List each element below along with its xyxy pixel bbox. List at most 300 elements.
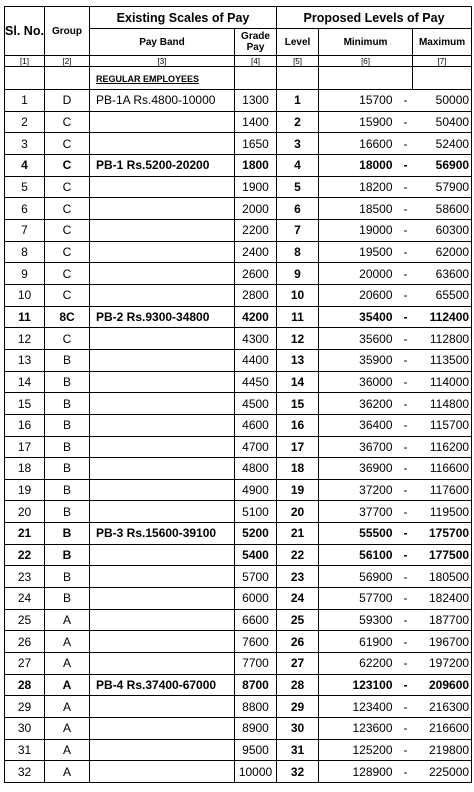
col-number: [6] <box>319 56 413 67</box>
maximum-cell: 58600 <box>413 198 472 220</box>
sl-no-cell: 2 <box>5 111 45 133</box>
table-row <box>5 566 472 588</box>
pay-band-cell <box>90 176 235 198</box>
table-row <box>5 371 472 393</box>
sl-no-cell: 26 <box>5 631 45 653</box>
pay-band-cell <box>90 696 235 718</box>
pay-band-header: Pay Band <box>90 29 235 56</box>
maximum-cell: 50000 <box>413 90 472 112</box>
sl-no-cell: 4 <box>5 154 45 176</box>
group-cell: 8C <box>45 306 90 328</box>
level-cell: 22 <box>277 544 319 566</box>
pay-band-cell: PB-1 Rs.5200-20200 <box>90 154 235 176</box>
sl-no-cell: 11 <box>5 306 45 328</box>
group-cell: B <box>45 566 90 588</box>
group-cell: C <box>45 176 90 198</box>
group-cell: C <box>45 328 90 350</box>
group-cell: A <box>45 674 90 696</box>
level-cell: 3 <box>277 133 319 155</box>
group-cell: B <box>45 544 90 566</box>
sl-no-cell: 9 <box>5 263 45 285</box>
dash-cell: - <box>399 414 413 436</box>
dash-cell: - <box>399 588 413 610</box>
grade-pay-cell: 4450 <box>235 371 277 393</box>
minimum-cell: 35900 <box>319 349 399 371</box>
sl-no-cell: 6 <box>5 198 45 220</box>
grade-pay-cell: 5200 <box>235 523 277 545</box>
dash-cell: - <box>399 154 413 176</box>
dash-cell: - <box>399 263 413 285</box>
col-number: [2] <box>45 56 90 67</box>
table-row <box>5 544 472 566</box>
table-row <box>5 523 472 545</box>
table-row <box>5 176 472 198</box>
minimum-cell: 19000 <box>319 219 399 241</box>
dash-cell: - <box>399 674 413 696</box>
level-cell: 30 <box>277 718 319 740</box>
grade-pay-cell: 5100 <box>235 501 277 523</box>
dash-cell: - <box>399 631 413 653</box>
maximum-cell: 117600 <box>413 479 472 501</box>
dash-cell: - <box>399 718 413 740</box>
table-row <box>5 588 472 610</box>
table-row <box>5 609 472 631</box>
maximum-cell: 115700 <box>413 414 472 436</box>
existing-scales-header: Existing Scales of Pay <box>90 7 277 29</box>
table-row <box>5 458 472 480</box>
group-cell: B <box>45 349 90 371</box>
pay-band-cell <box>90 393 235 415</box>
maximum-cell: 56900 <box>413 154 472 176</box>
grade-pay-cell: 4400 <box>235 349 277 371</box>
col-number: [3] <box>90 56 235 67</box>
group-cell: C <box>45 111 90 133</box>
maximum-cell: 63600 <box>413 263 472 285</box>
group-cell: C <box>45 198 90 220</box>
table-row <box>5 696 472 718</box>
maximum-cell: 216300 <box>413 696 472 718</box>
sl-no-cell: 8 <box>5 241 45 263</box>
sl-no-cell: 5 <box>5 176 45 198</box>
table-row <box>5 479 472 501</box>
group-cell: D <box>45 90 90 112</box>
table-row <box>5 393 472 415</box>
maximum-cell: 114000 <box>413 371 472 393</box>
level-cell: 28 <box>277 674 319 696</box>
dash-cell: - <box>399 761 413 783</box>
dash-cell: - <box>399 328 413 350</box>
level-cell: 29 <box>277 696 319 718</box>
minimum-cell: 36900 <box>319 458 399 480</box>
pay-band-cell <box>90 653 235 675</box>
pay-band-cell <box>90 371 235 393</box>
table-row <box>5 674 472 696</box>
group-cell: C <box>45 263 90 285</box>
sl-no-cell: 10 <box>5 284 45 306</box>
grade-pay-cell: 2200 <box>235 219 277 241</box>
pay-band-cell <box>90 349 235 371</box>
level-header: Level <box>277 29 319 56</box>
dash-cell: - <box>399 111 413 133</box>
pay-band-cell <box>90 198 235 220</box>
minimum-cell: 20600 <box>319 284 399 306</box>
level-cell: 26 <box>277 631 319 653</box>
sl-no-cell: 22 <box>5 544 45 566</box>
grade-pay-cell: 8900 <box>235 718 277 740</box>
dash-cell: - <box>399 458 413 480</box>
minimum-cell: 18500 <box>319 198 399 220</box>
maximum-cell: 219800 <box>413 739 472 761</box>
dash-cell: - <box>399 436 413 458</box>
level-cell: 27 <box>277 653 319 675</box>
sl-no-cell: 30 <box>5 718 45 740</box>
group-cell: B <box>45 436 90 458</box>
level-cell: 21 <box>277 523 319 545</box>
minimum-cell: 35600 <box>319 328 399 350</box>
sl-no-cell: 27 <box>5 653 45 675</box>
sl-no-cell: 16 <box>5 414 45 436</box>
col-number: [1] <box>5 56 45 67</box>
level-cell: 15 <box>277 393 319 415</box>
minimum-cell: 123400 <box>319 696 399 718</box>
maximum-cell: 116600 <box>413 458 472 480</box>
grade-pay-cell: 1300 <box>235 90 277 112</box>
maximum-header: Maximum <box>413 29 472 56</box>
pay-band-cell <box>90 111 235 133</box>
grade-pay-cell: 6000 <box>235 588 277 610</box>
minimum-cell: 123100 <box>319 674 399 696</box>
grade-pay-cell: 2800 <box>235 284 277 306</box>
table-row <box>5 284 472 306</box>
level-cell: 24 <box>277 588 319 610</box>
maximum-cell: 182400 <box>413 588 472 610</box>
level-cell: 2 <box>277 111 319 133</box>
level-cell: 16 <box>277 414 319 436</box>
dash-cell: - <box>399 90 413 112</box>
group-cell: B <box>45 393 90 415</box>
grade-pay-cell: 2400 <box>235 241 277 263</box>
sl-no-cell: 1 <box>5 90 45 112</box>
table-row <box>5 739 472 761</box>
table-row <box>5 219 472 241</box>
grade-pay-header: Grade Pay <box>235 29 277 56</box>
group-cell: C <box>45 133 90 155</box>
grade-pay-cell: 2000 <box>235 198 277 220</box>
sl-no-cell: 15 <box>5 393 45 415</box>
table-row <box>5 718 472 740</box>
group-cell: A <box>45 653 90 675</box>
level-cell: 6 <box>277 198 319 220</box>
grade-pay-cell: 6600 <box>235 609 277 631</box>
level-cell: 20 <box>277 501 319 523</box>
grade-pay-cell: 4800 <box>235 458 277 480</box>
dash-cell: - <box>399 133 413 155</box>
sl-no-cell: 32 <box>5 761 45 783</box>
group-cell: C <box>45 219 90 241</box>
grade-pay-cell: 4300 <box>235 328 277 350</box>
group-cell: A <box>45 761 90 783</box>
maximum-cell: 112800 <box>413 328 472 350</box>
sl-no-cell: 29 <box>5 696 45 718</box>
minimum-cell: 125200 <box>319 739 399 761</box>
pay-band-cell <box>90 133 235 155</box>
pay-band-cell <box>90 501 235 523</box>
dash-cell: - <box>399 176 413 198</box>
table-row <box>5 133 472 155</box>
group-cell: B <box>45 501 90 523</box>
group-cell: B <box>45 588 90 610</box>
table-row <box>5 761 472 783</box>
maximum-cell: 50400 <box>413 111 472 133</box>
pay-band-cell: PB-3 Rs.15600-39100 <box>90 523 235 545</box>
table-row <box>5 631 472 653</box>
maximum-cell: 65500 <box>413 284 472 306</box>
group-cell: A <box>45 739 90 761</box>
group-cell: B <box>45 479 90 501</box>
level-cell: 23 <box>277 566 319 588</box>
level-cell: 19 <box>277 479 319 501</box>
table-row <box>5 198 472 220</box>
group-cell: A <box>45 609 90 631</box>
sl-no-cell: 21 <box>5 523 45 545</box>
sl-no-cell: 19 <box>5 479 45 501</box>
table-row <box>5 263 472 285</box>
table-row <box>5 414 472 436</box>
pay-band-cell <box>90 609 235 631</box>
maximum-cell: 177500 <box>413 544 472 566</box>
level-cell: 13 <box>277 349 319 371</box>
dash-cell: - <box>399 393 413 415</box>
maximum-cell: 113500 <box>413 349 472 371</box>
minimum-cell: 18000 <box>319 154 399 176</box>
section-label: REGULAR EMPLOYEES <box>96 74 200 84</box>
pay-band-cell <box>90 458 235 480</box>
table-row <box>5 349 472 371</box>
maximum-cell: 216600 <box>413 718 472 740</box>
maximum-cell: 114800 <box>413 393 472 415</box>
sl-no-cell: 13 <box>5 349 45 371</box>
maximum-cell: 196700 <box>413 631 472 653</box>
grade-pay-cell: 8800 <box>235 696 277 718</box>
sl-no-cell: 17 <box>5 436 45 458</box>
table-row <box>5 501 472 523</box>
dash-cell: - <box>399 349 413 371</box>
minimum-cell: 19500 <box>319 241 399 263</box>
grade-pay-cell: 9500 <box>235 739 277 761</box>
minimum-header: Minimum <box>319 29 413 56</box>
dash-cell: - <box>399 241 413 263</box>
sl-no-cell: 20 <box>5 501 45 523</box>
grade-pay-cell: 1800 <box>235 154 277 176</box>
grade-pay-cell: 4500 <box>235 393 277 415</box>
table-row <box>5 241 472 263</box>
dash-cell: - <box>399 219 413 241</box>
dash-cell: - <box>399 371 413 393</box>
grade-pay-cell: 5700 <box>235 566 277 588</box>
pay-band-cell: PB-2 Rs.9300-34800 <box>90 306 235 328</box>
col-number: [7] <box>413 56 472 67</box>
minimum-cell: 37700 <box>319 501 399 523</box>
pay-band-cell <box>90 588 235 610</box>
dash-cell: - <box>399 544 413 566</box>
pay-band-cell <box>90 739 235 761</box>
maximum-cell: 52400 <box>413 133 472 155</box>
grade-pay-cell: 7600 <box>235 631 277 653</box>
dash-cell: - <box>399 501 413 523</box>
pay-band-cell <box>90 544 235 566</box>
group-cell: C <box>45 154 90 176</box>
pay-band-cell <box>90 761 235 783</box>
sl-no-cell: 7 <box>5 219 45 241</box>
level-cell: 10 <box>277 284 319 306</box>
grade-pay-cell: 8700 <box>235 674 277 696</box>
group-cell: A <box>45 631 90 653</box>
sl-no-cell: 28 <box>5 674 45 696</box>
group-cell: A <box>45 718 90 740</box>
pay-band-cell <box>90 718 235 740</box>
minimum-cell: 62200 <box>319 653 399 675</box>
group-header: Group <box>45 7 90 56</box>
maximum-cell: 180500 <box>413 566 472 588</box>
pay-band-cell <box>90 479 235 501</box>
pay-band-cell: PB-4 Rs.37400-67000 <box>90 674 235 696</box>
grade-pay-cell: 4600 <box>235 414 277 436</box>
maximum-cell: 119500 <box>413 501 472 523</box>
group-cell: B <box>45 371 90 393</box>
col-number: [4] <box>235 56 277 67</box>
minimum-cell: 36700 <box>319 436 399 458</box>
dash-cell: - <box>399 479 413 501</box>
pay-band-cell <box>90 241 235 263</box>
maximum-cell: 187700 <box>413 609 472 631</box>
minimum-cell: 61900 <box>319 631 399 653</box>
pay-band-cell <box>90 414 235 436</box>
proposed-levels-header: Proposed Levels of Pay <box>277 7 472 29</box>
dash-cell: - <box>399 306 413 328</box>
sl-no-cell: 25 <box>5 609 45 631</box>
grade-pay-cell: 4200 <box>235 306 277 328</box>
grade-pay-cell: 1900 <box>235 176 277 198</box>
maximum-cell: 57900 <box>413 176 472 198</box>
sl-no-cell: 12 <box>5 328 45 350</box>
maximum-cell: 209600 <box>413 674 472 696</box>
pay-band-cell: PB-1A Rs.4800-10000 <box>90 90 235 112</box>
dash-cell: - <box>399 566 413 588</box>
grade-pay-cell: 2600 <box>235 263 277 285</box>
sl-no-cell: 14 <box>5 371 45 393</box>
table-row <box>5 436 472 458</box>
dash-cell: - <box>399 653 413 675</box>
maximum-cell: 116200 <box>413 436 472 458</box>
minimum-cell: 35400 <box>319 306 399 328</box>
level-cell: 7 <box>277 219 319 241</box>
dash-cell: - <box>399 284 413 306</box>
level-cell: 9 <box>277 263 319 285</box>
sl-no-cell: 18 <box>5 458 45 480</box>
minimum-cell: 15700 <box>319 90 399 112</box>
minimum-cell: 55500 <box>319 523 399 545</box>
sl-no-cell: 31 <box>5 739 45 761</box>
minimum-cell: 56100 <box>319 544 399 566</box>
grade-pay-cell: 10000 <box>235 761 277 783</box>
sl-no-header: Sl. No. <box>5 7 45 56</box>
dash-cell: - <box>399 523 413 545</box>
maximum-cell: 112400 <box>413 306 472 328</box>
level-cell: 8 <box>277 241 319 263</box>
sl-no-cell: 23 <box>5 566 45 588</box>
table-row <box>5 306 472 328</box>
group-cell: A <box>45 696 90 718</box>
dash-cell: - <box>399 739 413 761</box>
pay-band-cell <box>90 566 235 588</box>
col-number: [5] <box>277 56 319 67</box>
group-cell: B <box>45 523 90 545</box>
pay-band-cell <box>90 263 235 285</box>
level-cell: 14 <box>277 371 319 393</box>
level-cell: 32 <box>277 761 319 783</box>
minimum-cell: 57700 <box>319 588 399 610</box>
dash-cell: - <box>399 609 413 631</box>
level-cell: 11 <box>277 306 319 328</box>
maximum-cell: 62000 <box>413 241 472 263</box>
level-cell: 31 <box>277 739 319 761</box>
level-cell: 1 <box>277 90 319 112</box>
grade-pay-cell: 5400 <box>235 544 277 566</box>
minimum-cell: 123600 <box>319 718 399 740</box>
pay-scale-table <box>4 6 472 783</box>
pay-band-cell <box>90 328 235 350</box>
level-cell: 5 <box>277 176 319 198</box>
grade-pay-cell: 4900 <box>235 479 277 501</box>
minimum-cell: 20000 <box>319 263 399 285</box>
maximum-cell: 225000 <box>413 761 472 783</box>
level-cell: 18 <box>277 458 319 480</box>
dash-cell: - <box>399 696 413 718</box>
group-cell: B <box>45 414 90 436</box>
level-cell: 12 <box>277 328 319 350</box>
level-cell: 25 <box>277 609 319 631</box>
level-cell: 4 <box>277 154 319 176</box>
pay-band-cell <box>90 436 235 458</box>
maximum-cell: 197200 <box>413 653 472 675</box>
grade-pay-cell: 4700 <box>235 436 277 458</box>
minimum-cell: 59300 <box>319 609 399 631</box>
sl-no-cell: 3 <box>5 133 45 155</box>
grade-pay-cell: 7700 <box>235 653 277 675</box>
minimum-cell: 15900 <box>319 111 399 133</box>
table-row <box>5 328 472 350</box>
pay-band-cell <box>90 219 235 241</box>
pay-band-cell <box>90 631 235 653</box>
group-cell: C <box>45 284 90 306</box>
table-body <box>5 90 472 783</box>
minimum-cell: 16600 <box>319 133 399 155</box>
table-row <box>5 111 472 133</box>
minimum-cell: 36000 <box>319 371 399 393</box>
minimum-cell: 56900 <box>319 566 399 588</box>
group-cell: B <box>45 458 90 480</box>
grade-pay-cell: 1400 <box>235 111 277 133</box>
level-cell: 17 <box>277 436 319 458</box>
table-row <box>5 653 472 675</box>
maximum-cell: 175700 <box>413 523 472 545</box>
pay-band-cell <box>90 284 235 306</box>
group-cell: C <box>45 241 90 263</box>
dash-cell: - <box>399 198 413 220</box>
table-row <box>5 90 472 112</box>
minimum-cell: 36400 <box>319 414 399 436</box>
minimum-cell: 18200 <box>319 176 399 198</box>
